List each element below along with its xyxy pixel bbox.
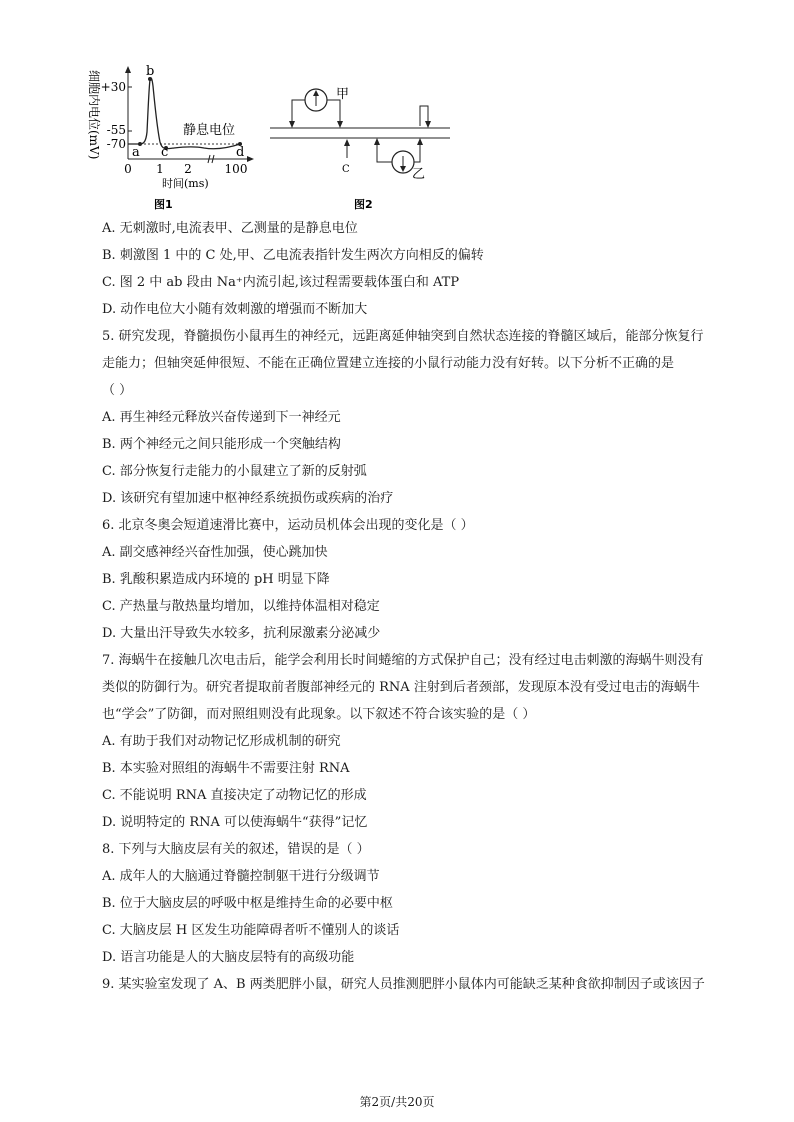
option-line: B. 刺激图 1 中的 C 处,甲、乙电流表指针发生两次方向相反的偏转 xyxy=(102,248,484,263)
option-line: D. 语言功能是人的大脑皮层特有的高级功能 xyxy=(102,950,355,965)
fig2-caption: 图2 xyxy=(354,198,373,211)
question-text: 9. 某实验室发现了 A、B 两类肥胖小鼠，研究人员推测肥胖小鼠体内可能缺乏某种食欲抑制因子或该因子 xyxy=(102,977,705,992)
fig1-y-axis-label: 细胞内电位(mV) xyxy=(87,70,101,160)
fig1-x-tick-label: 100 xyxy=(224,162,248,176)
option-line: D. 大量出汗导致失水较多，抗利尿激素分泌减少 xyxy=(102,626,381,641)
question-text: 5. 研究发现，脊髓损伤小鼠再生的神经元，远距离延伸轴突到自然状态连接的脊髓区域后，能部分恢复行 xyxy=(102,329,704,344)
fig1-y-tick-label: +30 xyxy=(100,80,126,94)
option-line: C. 产热量与散热量均增加，以维持体温相对稳定 xyxy=(102,599,380,614)
fig2-electrode-arrow xyxy=(374,138,380,145)
fig2-meter-a-label: 甲 xyxy=(336,87,350,102)
answer-bracket: （ ） xyxy=(102,383,133,398)
question-text: 类似的防御行为。研究者提取前者腹部神经元的 RNA 注射到后者颈部，发现原本没有受过电击的海蜗牛 xyxy=(102,680,700,695)
fig1-y-tick-label: -55 xyxy=(106,123,126,137)
option-line: C. 图 2 中 ab 段由 Na⁺内流引起,该过程需要载体蛋白和 ATP xyxy=(102,275,460,290)
page-number-footer: 第2页/共20页 xyxy=(359,1095,435,1109)
option-line: C. 部分恢复行走能力的小鼠建立了新的反射弧 xyxy=(102,464,367,479)
fig1-annotation: 静息电位 xyxy=(183,123,236,138)
fig2-electrode-arrow xyxy=(289,121,295,128)
figure-1 xyxy=(87,64,254,211)
fig1-y-arrow xyxy=(125,66,131,73)
fig2-meter-b-label: 乙 xyxy=(412,167,426,182)
figure-area xyxy=(70,62,470,212)
fig2-electrode-arrow xyxy=(337,121,343,128)
fig1-y-tick-label: -70 xyxy=(106,137,126,151)
fig1-x-tick-label: 1 xyxy=(156,162,164,176)
option-line: B. 本实验对照组的海蜗牛不需要注射 RNA xyxy=(102,761,350,776)
option-line: B. 位于大脑皮层的呼吸中枢是维持生命的必要中枢 xyxy=(102,896,393,911)
figure-2 xyxy=(270,87,450,211)
fig1-x-axis-label: 时间(ms) xyxy=(162,177,209,190)
fig1-x-tick-label: 2 xyxy=(184,162,192,176)
fig1-x-arrow xyxy=(247,156,254,162)
question-text: 走能力；但轴突延伸很短、不能在正确位置建立连接的小鼠行动能力没有好转。以下分析不正确的是 xyxy=(102,356,675,371)
fig1-action-potential-curve xyxy=(128,78,240,149)
fig1-point-label: a xyxy=(132,145,140,160)
question-text: 6. 北京冬奥会短道速滑比赛中，运动员机体会出现的变化是（ ） xyxy=(102,518,474,533)
option-line: A. 有助于我们对动物记忆形成机制的研究 xyxy=(102,734,341,749)
option-line: D. 说明特定的 RNA 可以使海蜗牛“获得”记忆 xyxy=(102,815,368,830)
option-line: A. 再生神经元释放兴奋传递到下一神经元 xyxy=(102,410,341,425)
fig1-point-label: d xyxy=(236,145,245,160)
fig2-stimulus-arrow xyxy=(344,139,350,146)
figures-svg xyxy=(70,62,470,212)
fig1-point-label: b xyxy=(146,64,155,79)
option-line: D. 动作电位大小随有效刺激的增强而不断加大 xyxy=(102,302,368,317)
question-text: 8. 下列与大脑皮层有关的叙述，错误的是（ ） xyxy=(102,842,370,857)
fig2-point-c-label: C xyxy=(342,164,350,175)
option-line: A. 成年人的大脑通过脊髓控制躯干进行分级调节 xyxy=(102,869,380,884)
fig1-x-tick-label: 0 xyxy=(124,162,132,176)
option-line: D. 该研究有望加速中枢神经系统损伤或疾病的治疗 xyxy=(102,491,394,506)
fig2-electrode-arrow xyxy=(425,121,431,128)
question-text: 也“学会”了防御，而对照组则没有此现象。以下叙述不符合该实验的是（ ） xyxy=(102,707,536,722)
fig2-electrode-arrow xyxy=(417,138,423,145)
option-line: B. 乳酸积累造成内环境的 pH 明显下降 xyxy=(102,572,330,587)
option-line: C. 大脑皮层 H 区发生功能障碍者听不懂别人的谈话 xyxy=(102,923,400,938)
option-line: B. 两个神经元之间只能形成一个突触结构 xyxy=(102,437,341,452)
option-line: A. 副交感神经兴奋性加强，使心跳加快 xyxy=(102,545,328,560)
option-line: A. 无刺激时,电流表甲、乙测量的是静息电位 xyxy=(102,221,358,236)
option-line: C. 不能说明 RNA 直接决定了动物记忆的形成 xyxy=(102,788,367,803)
question-text: 7. 海蜗牛在接触几次电击后，能学会利用长时间蜷缩的方式保护自己；没有经过电击刺激的海蜗牛则没有 xyxy=(102,653,704,668)
fig1-point-label: c xyxy=(161,145,169,160)
fig1-caption: 图1 xyxy=(154,198,173,211)
